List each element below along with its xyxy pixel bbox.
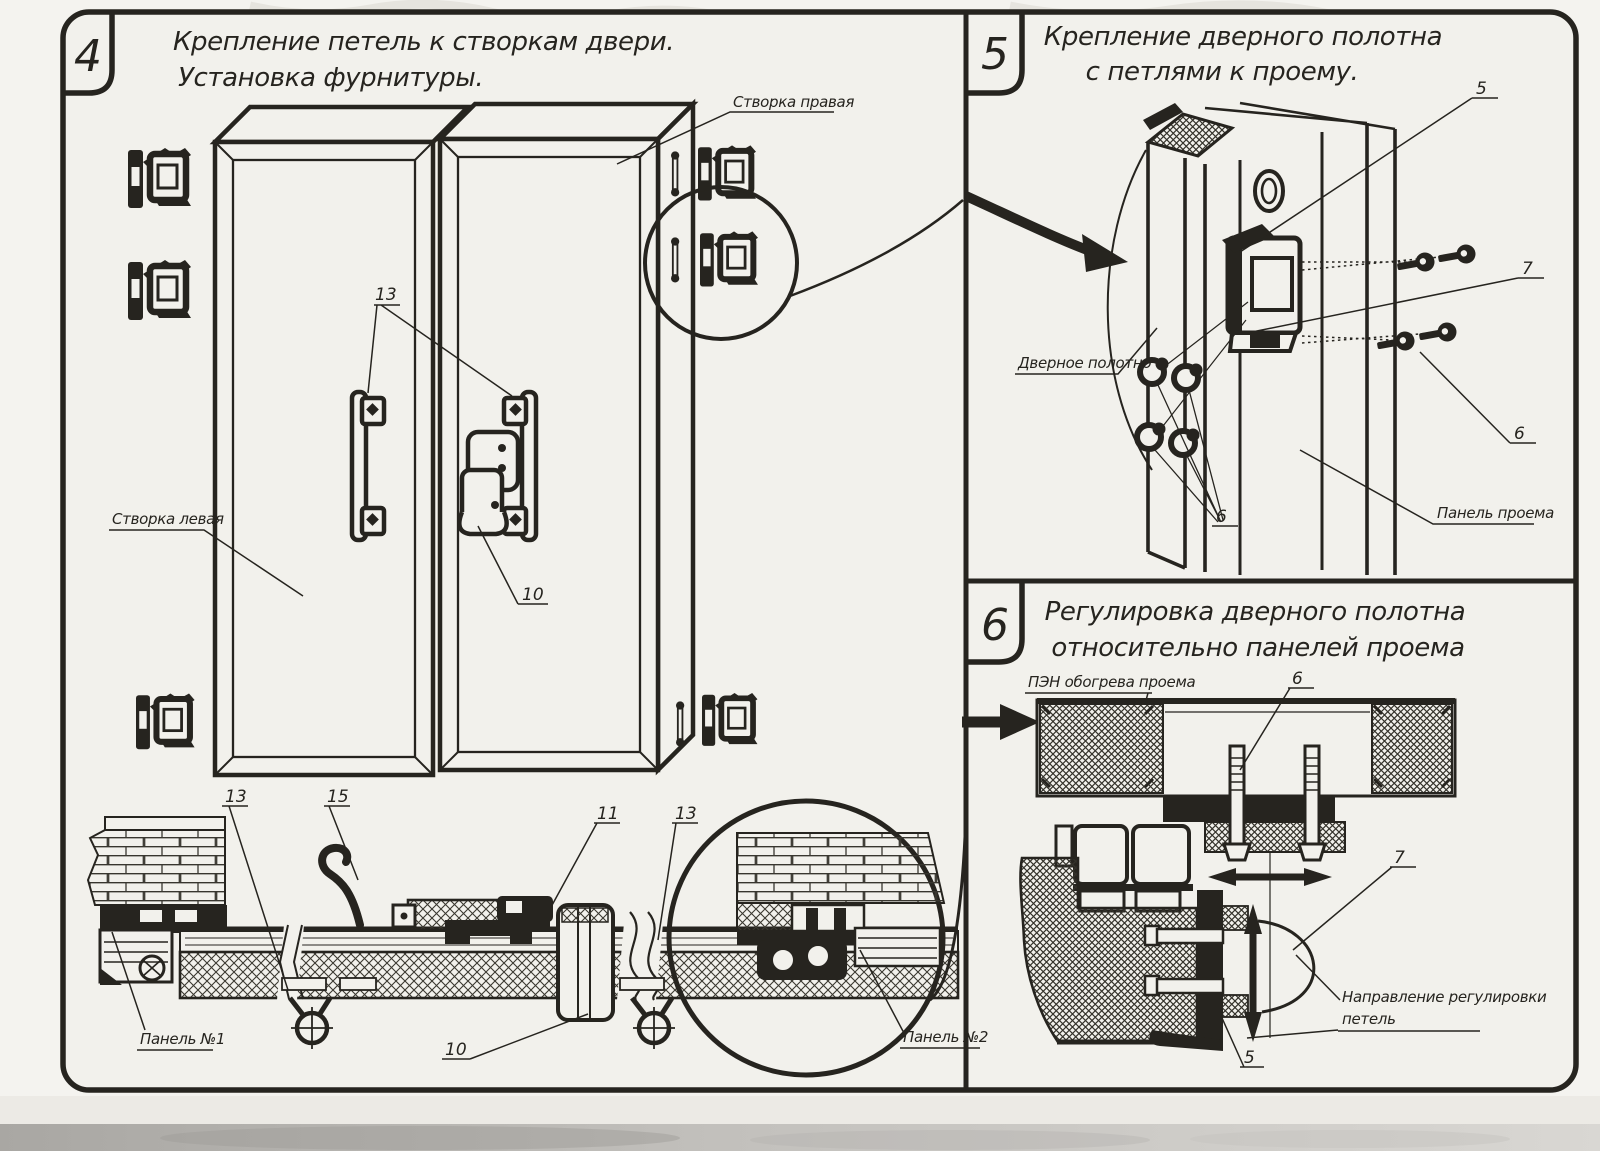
panel5-title-line2: с петлями к проему.	[1085, 57, 1359, 87]
callout-13-handles: 13	[375, 285, 397, 305]
callout-15-hook: 15	[327, 787, 349, 807]
opening-panel-label: Панель проема	[1437, 504, 1555, 522]
callout-6-right: 6	[1514, 424, 1525, 444]
adjust-direction-label-line2: петель	[1342, 1010, 1396, 1028]
callout-5: 5	[1476, 79, 1487, 99]
adjust-direction-label-line1: Направление регулировки	[1342, 988, 1547, 1006]
panel4-title-line2: Установка фурнитуры.	[178, 63, 484, 93]
callout-7: 7	[1394, 848, 1405, 868]
left-leaf-face	[215, 142, 433, 775]
screw-icon	[1171, 429, 1200, 456]
panel2-label: Панель №2	[903, 1028, 989, 1046]
door-leaf-label: Дверное полотно	[1018, 354, 1152, 372]
left-leaf-label: Створка левая	[112, 510, 224, 528]
hinge-icon	[128, 260, 191, 320]
door-edge-bar	[1197, 890, 1223, 1040]
hinge-icon	[136, 693, 195, 749]
callout-10-section: 10	[445, 1040, 467, 1060]
panel5-title-line1: Крепление дверного полотна	[1043, 22, 1443, 52]
callout-6-screws: 6	[1216, 507, 1227, 527]
hinge-icon	[128, 148, 191, 208]
hinge-icon	[700, 231, 758, 286]
panel4-title-line1: Крепление петель к створкам двери.	[173, 27, 675, 57]
step5-number: 5	[981, 29, 1009, 80]
panel6-title-line1: Регулировка дверного полотна	[1044, 597, 1466, 627]
screw-icon	[1174, 364, 1203, 391]
right-leaf-label: Створка правая	[733, 93, 855, 111]
callout-13-section-right: 13	[675, 804, 697, 824]
panel1-label: Панель №1	[140, 1030, 226, 1048]
heater-label: ПЭН обогрева проема	[1028, 673, 1196, 691]
hinge-assembly-large	[1222, 224, 1300, 351]
step6-number: 6	[981, 600, 1009, 651]
brick-wall-left	[88, 830, 225, 905]
callout-7: 7	[1522, 259, 1533, 279]
door-leaves-drawing	[215, 104, 693, 775]
screw-icon	[1137, 423, 1166, 450]
brick-wall-right	[737, 833, 944, 903]
panel1-end-profile	[100, 930, 172, 985]
callout-10-latch: 10	[522, 585, 544, 605]
hinge-icon	[702, 693, 757, 746]
latch-bracket	[558, 905, 613, 1020]
callout-6: 6	[1292, 669, 1303, 689]
callout-13-section-left: 13	[225, 787, 247, 807]
step4-number: 4	[74, 31, 102, 82]
callout-5: 5	[1244, 1048, 1255, 1068]
callout-11: 11	[597, 804, 619, 824]
scan-bottom-edge	[0, 1096, 1600, 1151]
panel2-end-profile	[855, 928, 940, 966]
panel6-title-line2: относительно панелей проема	[1051, 633, 1465, 663]
